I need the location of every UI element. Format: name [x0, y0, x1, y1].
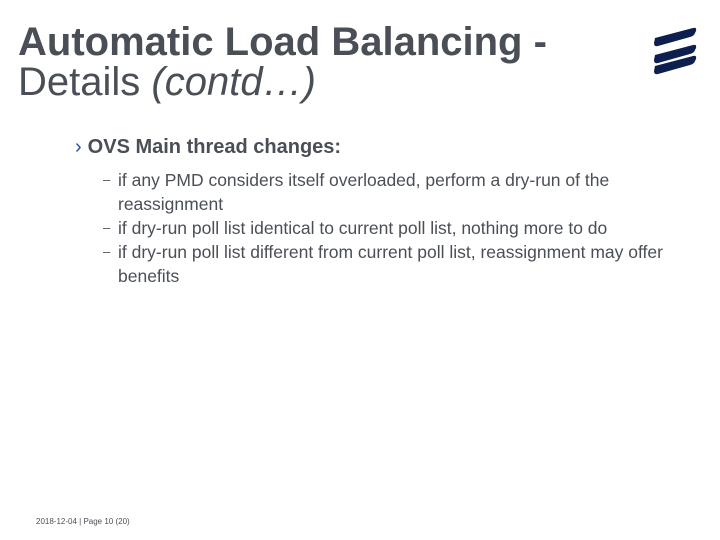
footer-page-info: 2018-12-04 | Page 10 (20) [36, 517, 130, 526]
sub-bullet-item [103, 240, 663, 288]
sub-bullet-item [103, 216, 663, 240]
title-subtitle: (contd…) [151, 60, 316, 104]
main-bullet-text: OVS Main thread changes: [87, 136, 342, 158]
main-bullet [75, 136, 341, 159]
title-line-1: Automatic Load Balancing - [18, 20, 547, 64]
logo-bar-top [654, 28, 696, 46]
dash-marker: – [103, 244, 111, 259]
slide-title [18, 22, 618, 102]
title-main-text: Details [18, 60, 152, 104]
sub-bullet-text: if dry-run poll list identical to current poll list, nothing more to do [118, 218, 608, 238]
sub-bullet-item [103, 168, 663, 216]
sub-bullet-text: if dry-run poll list different from current poll list, reassignment may offer benefits [118, 242, 663, 286]
sub-bullet-list [103, 168, 663, 288]
dash-marker: – [103, 220, 111, 235]
ericsson-logo-icon [653, 26, 697, 76]
logo-bars [654, 28, 696, 74]
dash-marker: – [103, 172, 111, 187]
title-line-2 [18, 62, 618, 102]
sub-bullet-text: if any PMD considers itself overloaded, perform a dry-run of the reassignment [118, 170, 610, 214]
chevron-right-icon: › [75, 136, 82, 158]
